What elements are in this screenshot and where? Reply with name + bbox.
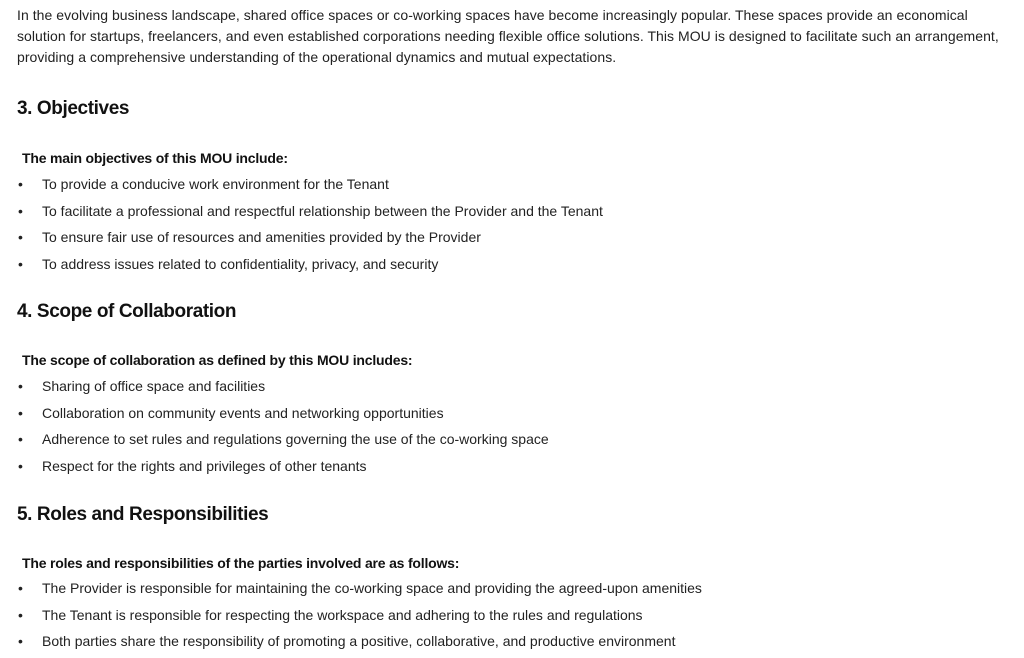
list-item: • To provide a conducive work environment for the Tenant xyxy=(17,171,603,198)
bullet-icon: • xyxy=(18,256,23,273)
bullet-icon: • xyxy=(18,633,23,650)
list-item: • To address issues related to confidentiality, privacy, and security xyxy=(17,251,603,278)
list-item: • The Provider is responsible for maintaining the co-working space and providing the agreed-upon amenities xyxy=(17,575,702,602)
bullet-icon: • xyxy=(18,176,23,192)
bullet-icon: • xyxy=(18,431,23,448)
section-heading-roles: 5. Roles and Responsibilities xyxy=(17,504,269,525)
roles-list xyxy=(17,575,702,655)
list-item: • To ensure fair use of resources and amenities provided by the Provider xyxy=(17,224,603,251)
list-item: • Sharing of office space and facilities xyxy=(17,373,549,400)
bullet-icon: • xyxy=(18,202,23,219)
intro-paragraph: In the evolving business landscape, shared office spaces or co-working spaces have become increasingly popular. These spaces provide an economical solution for startups, freelancers, and even established corporations needing flexible office solutions. This MOU is designed to facilitate such an arrangement, providing a comprehensive understanding of the operational dynamics and mutual expectations. xyxy=(17,7,999,65)
bullet-icon: • xyxy=(18,458,23,475)
objectives-list xyxy=(17,171,603,278)
bullet-icon: • xyxy=(18,378,23,394)
list-item: • Collaboration on community events and networking opportunities xyxy=(17,400,549,427)
list-item: • Adherence to set rules and regulations governing the use of the co-working space xyxy=(17,426,549,453)
list-item: • The Tenant is responsible for respecting the workspace and adhering to the rules and regulations xyxy=(17,602,702,629)
list-item: • Respect for the rights and privileges of other tenants xyxy=(17,453,549,480)
list-item: • Both parties share the responsibility of promoting a positive, collaborative, and productive environment xyxy=(17,628,702,655)
section-lead-roles: The roles and responsibilities of the parties involved are as follows: xyxy=(22,555,460,571)
scope-list xyxy=(17,373,549,480)
section-heading-scope: 4. Scope of Collaboration xyxy=(17,301,237,322)
list-item: • To facilitate a professional and respectful relationship between the Provider and the Tenant xyxy=(17,198,603,225)
section-lead-objectives: The main objectives of this MOU include: xyxy=(22,150,288,166)
section-heading-objectives: 3. Objectives xyxy=(17,98,130,119)
section-lead-scope: The scope of collaboration as defined by this MOU includes: xyxy=(22,352,413,368)
bullet-icon: • xyxy=(18,580,23,596)
bullet-icon: • xyxy=(18,606,23,623)
bullet-icon: • xyxy=(18,404,23,421)
bullet-icon: • xyxy=(18,229,23,246)
